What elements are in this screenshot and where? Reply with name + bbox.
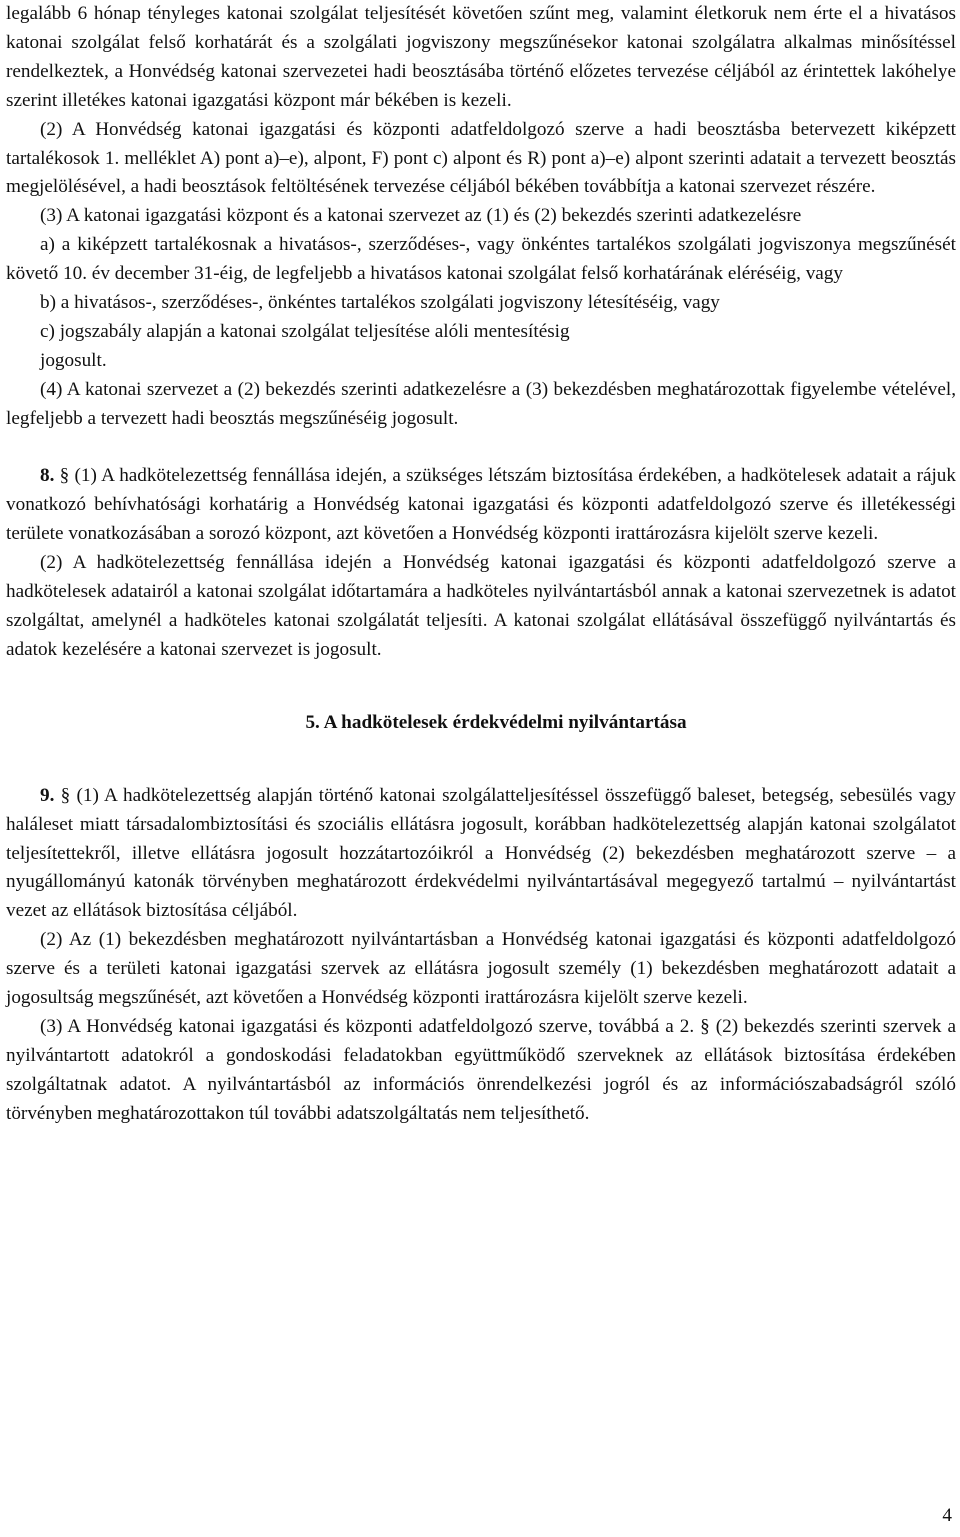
paragraph-8-1-text: § (1) A hadkötelezettség fennállása idején, a szükséges létszám biztosítása érdekében, a hadkötelesek adatait a rájuk vonatkozó behívhatósági korhatárig a Honvédség katonai igazgatási és központi adatfeldolgozó szerve és illetékességi területe vonatkozásában a sorozó központ, azt követően a Honvédség központi irattározásra kijelölt szerve kezeli. [6, 465, 956, 545]
section-number-9: 9. [40, 784, 55, 806]
paragraph-7-3-end: jogosult. [40, 349, 107, 371]
paragraph-7-3: (3) A katonai igazgatási központ és a katonai szervezet az (1) és (2) bekezdés szerinti adatkezelésre [40, 205, 802, 227]
paragraph-7-2: (2) A Honvédség katonai igazgatási és központi adatfeldolgozó szerve a hadi beosztásba betervezett kiképzett tartalékosok 1. melléklet A) pont a)–e), alpont, F) pont c) alpont és R) pont a)–e) alpont szerinti adatait a tervezett beosztás megjelölésével, a hadi beosztások feltöltésének tervezése céljából békében továbbítja a katonai szervezet részére. [6, 118, 956, 198]
paragraph-7-3-c: c) jogszabály alapján a katonai szolgálat teljesítése alóli mentesítésig [40, 320, 570, 342]
paragraph-9-1-text: § (1) A hadkötelezettség alapján történő katonai szolgálatteljesítéssel összefüggő baleset, betegség, sebesülés vagy haláleset miatt társadalombiztosítási és szociális ellátásra jogosult, korábban hadkötelezettség alapján katonai szolgálatot teljesítettekről, illetve ellátásra jogosult hozzátartozóikról a Honvédség (2) bekezdésben meghatározott szerve – a nyugállományú katonák törvényben meghatározott érdekvédelmi nyilvántartásával megegyező tartalmú – nyilvántartást vezet az ellátások biztosítása céljából. [6, 784, 956, 922]
paragraph-9-2: (2) Az (1) bekezdésben meghatározott nyilvántartásban a Honvédség katonai igazgatási és központi adatfeldolgozó szerve és a területi katonai igazgatási szervek az ellátásra jogosult személy (1) bekezdésben meghatározott adatait a jogosultság megszűnését, azt követően a Honvédség központi irattározásra kijelölt szerve kezeli. [6, 929, 956, 1009]
document-page [6, 0, 956, 1129]
spacer [6, 665, 956, 709]
paragraph-7-4: (4) A katonai szervezet a (2) bekezdés szerinti adatkezelésre a (3) bekezdésben meghatározottak figyelembe vételével, legfeljebb a tervezett hadi beosztás megszűnéséig jogosult. [6, 378, 956, 429]
paragraph-9-1 [6, 782, 956, 927]
section-number-8: 8. [40, 465, 55, 487]
paragraph-continuation: legalább 6 hónap tényleges katonai szolgálat teljesítését követően szűnt meg, valamint életkoruk nem érte el a hivatásos katonai szolgálat felső korhatárát és a szolgálati jogviszony megszűnésekor katonai szolgálatra alkalmas minősítéssel rendelkeztek, a Honvédség katonai szervezetei hadi beosztásába történő előzetes tervezése céljából az érintettek lakóhelye szerint illetékes katonai igazgatási központ már békében is kezeli. [6, 3, 956, 111]
paragraph-7-3-b: b) a hivatásos-, szerződéses-, önkéntes tartalékos szolgálati jogviszony létesítéséig, vagy [40, 292, 720, 314]
spacer [6, 434, 956, 463]
section-heading: 5. A hadkötelesek érdekvédelmi nyilvántartása [305, 711, 687, 733]
paragraph-7-3-a: a) a kiképzett tartalékosnak a hivatásos-, szerződéses-, vagy önkéntes tartalékos szolgálati jogviszonya megszűnését követő 10. év december 31-éig, de legfeljebb a hivatásos katonai szolgálat felső korhatárának eléréséig, vagy [6, 234, 956, 285]
paragraph-8-1 [6, 462, 956, 549]
paragraph-9-3: (3) A Honvédség katonai igazgatási és központi adatfeldolgozó szerve, továbbá a 2. § (2) bekezdés szerinti szervek a nyilvántartott adatokról a gondoskodási feladatokban együttműködő szerveknek az ellátások biztosítása érdekében szolgáltatnak adatot. A nyilvántartásból az információs önrendelkezési jogról és az információszabadságról szóló törvényben meghatározottakon túl további adatszolgáltatás nem teljesíthető. [6, 1015, 956, 1124]
spacer [6, 738, 956, 782]
page-number: 4 [942, 1505, 952, 1526]
paragraph-8-2: (2) A hadkötelezettség fennállása idején a Honvédség katonai igazgatási és központi adatfeldolgozó szerve a hadkötelesek adatairól a katonai szolgálat időtartamára a hadköteles nyilvántartásból annak a katonai szervezetnek is adatot szolgáltat, amelynél a hadköteles katonai szolgálatát teljesíti. A katonai szolgálat ellátásával összefüggő nyilvántartás és adatok kezelésére a katonai szervezet is jogosult. [6, 552, 956, 660]
